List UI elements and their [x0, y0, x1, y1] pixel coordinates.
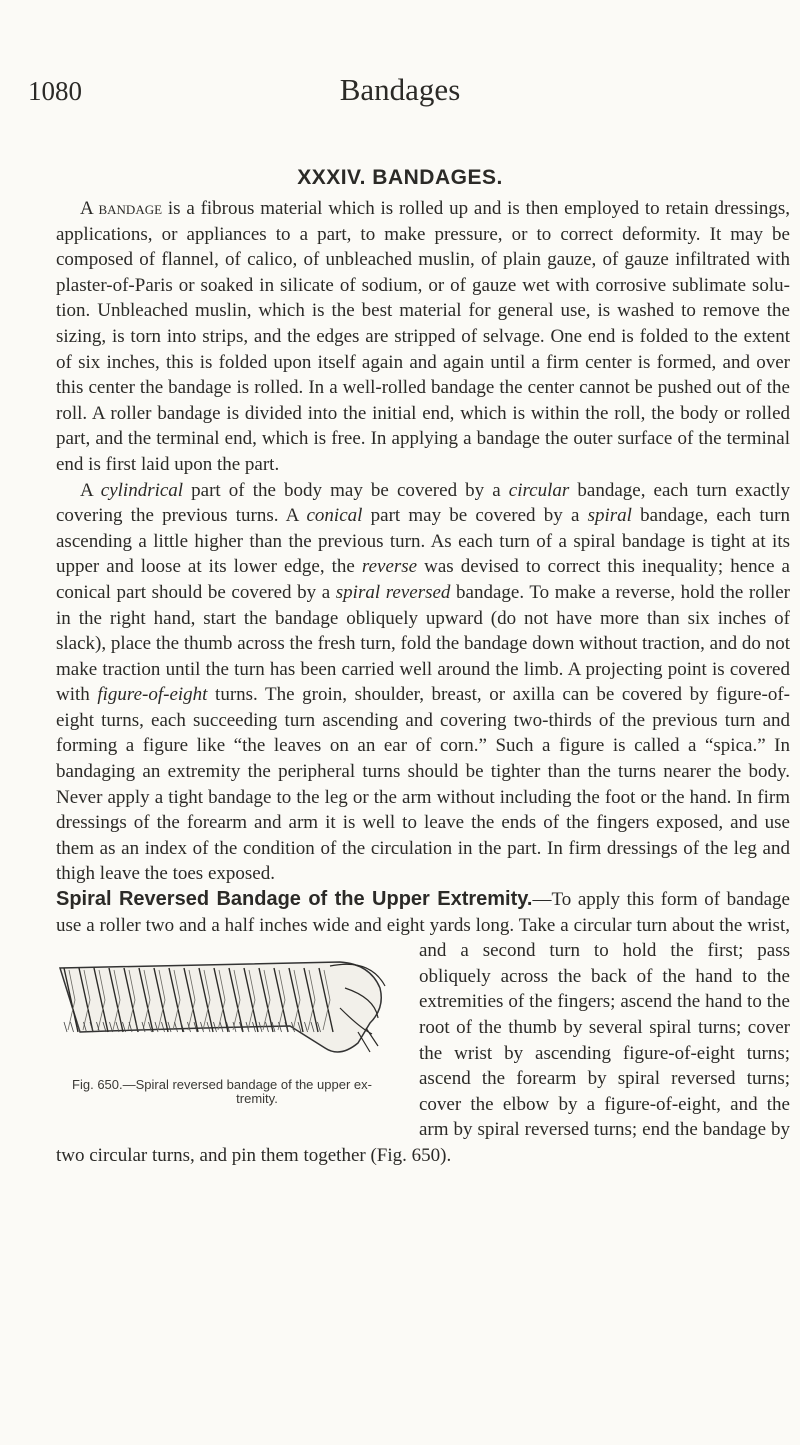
text-run: bandage, each turn exactly covering the previous turns. A: [56, 479, 790, 527]
text-run: part of the body may be covered by a: [183, 479, 509, 501]
italic-term: reverse: [361, 556, 418, 578]
text-run: A: [80, 479, 101, 501]
paragraph-text: is a fibrous material which is rolled up and is then employed to retain dressings, applications, or appliances to a part, to make pressure, or to correct deformity. It may be composed of flannel, of calico, of unbleached muslin, of plain gauze, of gauze infiltrated with plaster-of-Paris or soaked in silicate of sodium, or of gauze wet with corrosive sublimate solution. Unbleached muslin, which is the best material for general use, is washed to remove the sizing, is torn into strips, and the edges are stripped of selvage. One end is folded to the extent of six inches, this is folded upon itself again and again until a firm center is formed, and over this center the bandage is rolled. In a well-rolled bandage the center cannot be pushed out of the roll. A roller bandage is divided into the initial end, which is within the roll, the body or rolled part, and the terminal end, which is free. In applying a bandage the outer surface of the terminal end is first laid upon the part.: [56, 198, 791, 475]
body-text: [56, 196, 790, 1169]
text-run: was devised to correct this inequality; hence a conical part should be covered by a: [56, 556, 790, 603]
text-run: turns. The groin, shoulder, breast, or axilla can be covered by figure-of-eight turns, each succeeding turn ascending and covering two-thirds of the previous turn and forming a figure like “the leaves on an ear of corn.” Such a figure is called a “spica.” In bandaging an extremity the peripheral turns should be tighter than the turns nearer the body. Never apply a tight bandage to the leg or the arm without including the foot or the hand. In firm dressings of the forearm and arm it is well to leave the ends of the fingers exposed, and use them as an index of the condition of the circulation in the part. In firm dressings of the leg and thigh leave the toes exposed.: [56, 684, 790, 885]
italic-term: conical: [306, 505, 363, 527]
paragraph-bandage-types: [56, 478, 790, 888]
caption-line-1: Fig. 650.—Spiral reversed bandage of the upper ex-: [72, 1077, 372, 1093]
running-head: Bandages: [339, 72, 461, 107]
paragraph-intro: [56, 196, 790, 478]
figure-caption: [32, 1078, 412, 1106]
section-lead-text-visible: —To apply this form of bandage use a roller two and a half inches wide and eight yards Fig. 650.—Spiral reversed bandage of the upper ex- tremity. long. Take a circular turn about the wrist, and a second turn to hold the first; pass obliquely across the back of the hand to the extremities of the fingers; ascend the hand to the root of the thumb by several spiral turns; cover the wrist by ascending figure-of-eight turns; ascend the forearm by spiral reversed turns; cover the elbow by a figure-of-eight, and the arm by spiral reversed turns; end the bandage by two circular turns, and pin them together (Fig. 650).: [56, 889, 790, 1166]
section-paragraph: [56, 887, 790, 1169]
lead-words: A bandage: [80, 198, 163, 219]
italic-term: figure-of-eight: [97, 684, 208, 706]
text-run: bandage. To make a reverse, hold the roller in the right hand, start the bandage obliquely upward (do not have more than six inches of slack), place the thumb across the fresh turn, fold the bandage down without traction, and do not make traction until the turn has been carried well around the limb. A projecting point is covered with: [56, 581, 791, 706]
italic-term: circular: [508, 479, 570, 501]
italic-term: spiral reversed: [335, 581, 451, 603]
bandaged-arm-illustration: [40, 948, 400, 1073]
text-run: part may be covered by a: [362, 505, 588, 527]
figure-650: [32, 940, 407, 1135]
italic-term: spiral: [587, 505, 632, 527]
chapter-title: XXXIV. BANDAGES.: [297, 166, 503, 189]
caption-line-2: tremity.: [236, 1091, 278, 1107]
italic-term: cylindrical: [100, 479, 184, 501]
text-run: bandage, each turn ascending a little higher than the previous turn. As each turn of a spiral bandage is tight at its upper and loose at its lower edge, the: [56, 505, 790, 578]
section-heading: Spiral Reversed Bandage of the Upper Extremity.: [56, 888, 533, 911]
page-number: 1080: [28, 76, 82, 106]
